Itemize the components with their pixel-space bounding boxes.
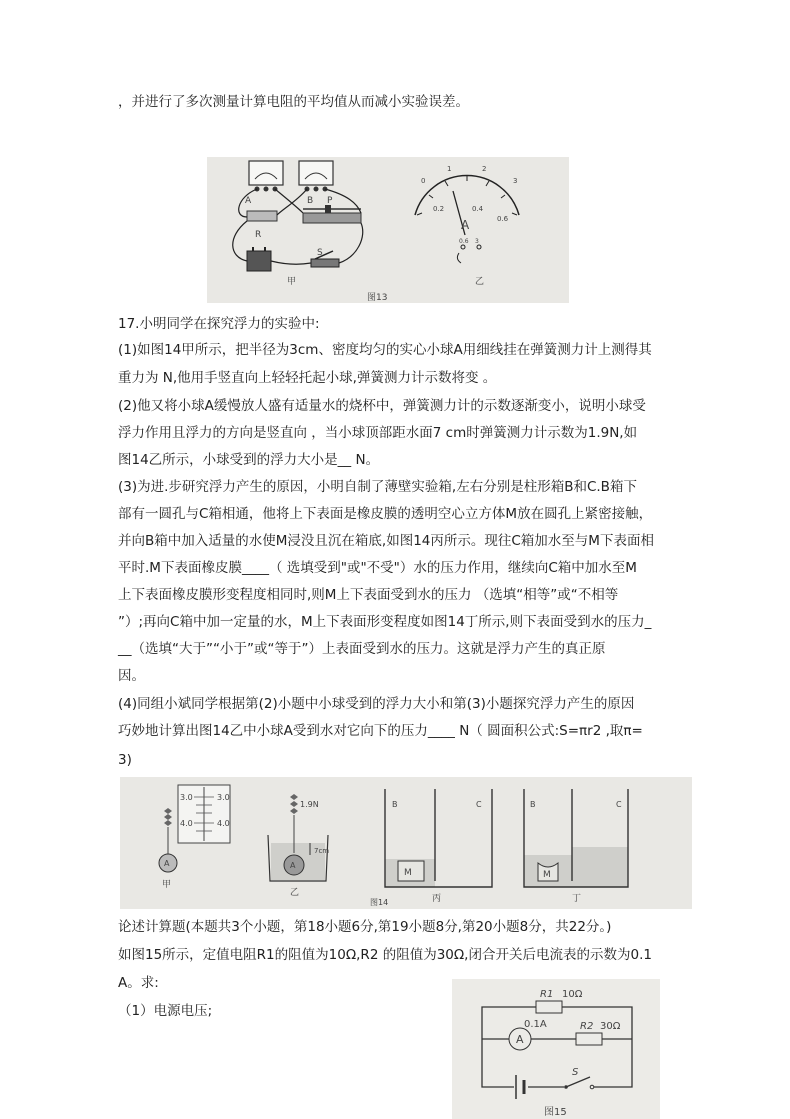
tick-0: 0	[421, 177, 426, 185]
scale-label-2: 3.0	[217, 793, 230, 802]
tick-2: 2	[482, 165, 487, 173]
figure-13	[207, 157, 569, 303]
label-C-bing: C	[476, 800, 482, 809]
meter-label: A	[516, 1033, 524, 1046]
q18-line-1: 如图15所示，定值电阻R1的阻值为10Ω,R2 的阻值为30Ω,闭合开关后电流表的示数为0.1	[118, 947, 652, 963]
q17-line-4: 浮力作用且浮力的方向是竖直向 ，当小球顶部距水面7 cm时弹簧测力计示数为1.9N,如	[118, 425, 638, 441]
terminal-06: 0.6	[459, 238, 469, 245]
r2-label: R2	[580, 1021, 594, 1032]
depth-label: 7cm	[314, 847, 330, 855]
text-line-1: ，并进行了多次测量计算电阻的平均值从而减小实验误差。	[118, 94, 469, 110]
fig14-caption: 图14	[370, 898, 389, 907]
q17-line-1: (1)如图14甲所示，把半径为3cm、密度均匀的实心小球A用细线挂在弹簧测力计上测得其	[118, 342, 652, 358]
fig13-yi: 乙	[475, 277, 485, 287]
q17-line-6: (3)为进.步研究浮力产生的原因，小明自制了薄壁实验箱,左右分别是柱形箱B和C.B箱下	[118, 479, 637, 495]
resistor-r2	[576, 1033, 602, 1045]
box-ding	[524, 789, 628, 887]
panel-yi: 乙	[290, 888, 300, 898]
r2-value: 30Ω	[600, 1021, 621, 1032]
q18-sub-1: （1）电源电压;	[118, 1003, 213, 1019]
label-B-ding: B	[530, 800, 536, 809]
fig13-caption: 图13	[367, 293, 388, 303]
ball-label-yi: A	[290, 861, 296, 870]
resistor-r1	[536, 1001, 562, 1013]
scale-label-3: 4.0	[180, 819, 193, 828]
section-title: 论述计算题(本题共3个小题，第18小题6分,第19小题8分,第20小题8分，共22分。)	[118, 919, 612, 935]
question-17-title: 17.小明同学在探究浮力的实验中:	[118, 316, 320, 332]
q17-line-8: 并向B箱中加入适量的水使M浸没且沉在箱底,如图14丙所示。现往C箱加水至与M下表面相	[118, 533, 654, 549]
tick-02: 0.2	[433, 205, 445, 213]
scale-label-4: 4.0	[217, 819, 230, 828]
ammeter-letter: A	[461, 218, 470, 232]
tick-06: 0.6	[497, 215, 509, 223]
q17-line-11: ”）;再向C箱中加一定量的水，M上下表面形变程度如图14丁所示,则下表面受到水的压力_	[118, 614, 652, 630]
box-bing	[385, 789, 492, 887]
label-M-bing: M	[404, 868, 412, 878]
figure-14	[120, 777, 692, 909]
q17-line-7: 部有一圆孔与C箱相通，他将上下表面是橡皮膜的透明空心立方体M放在圆孔上紧密接触，	[118, 506, 653, 522]
label-C-ding: C	[616, 800, 622, 809]
panel-ding: 丁	[572, 894, 582, 904]
label-B: B	[307, 196, 314, 206]
q17-line-2: 重力为 N,他用手竖直向上轻轻托起小球,弹簧测力计示数将变 。	[118, 370, 497, 386]
tick-04: 0.4	[472, 205, 484, 213]
meter-value: 0.1A	[524, 1019, 547, 1030]
terminal-3: 3	[475, 238, 479, 245]
r1-label: R1	[540, 989, 554, 1000]
q17-line-13: 因。	[118, 668, 145, 684]
switch-label: S	[572, 1067, 579, 1078]
tick-1: 1	[447, 165, 452, 173]
q17-line-14: (4)同组小斌同学根据第(2)小题中小球受到的浮力大小和第(3)小题探究浮力产生的原因	[118, 696, 635, 712]
q17-line-15: 巧妙地计算出图14乙中小球A受到水对它向下的压力____ N（ 圆面积公式:S=πr2 ,取π=	[118, 723, 643, 739]
panel-jia: 甲	[162, 880, 172, 890]
q17-line-16: 3)	[118, 752, 132, 768]
label-A: A	[245, 196, 252, 206]
q17-line-5: 图14乙所示，小球受到的浮力大小是__ N。	[118, 452, 380, 468]
ammeter-dial	[415, 176, 519, 215]
r1-value: 10Ω	[562, 989, 583, 1000]
q17-line-10: 上下表面橡皮膜形变程度相同时,则M上下表面受到水的压力 （选填“相等”或“不相等	[118, 587, 619, 603]
fig15-caption: 图15	[544, 1107, 567, 1118]
label-R: R	[255, 230, 262, 240]
figure-15	[452, 979, 660, 1119]
q18-line-2: A。求:	[118, 975, 159, 991]
panel-bing: 丙	[432, 894, 442, 904]
fig13-jia: 甲	[287, 277, 297, 287]
label-M-ding: M	[543, 870, 551, 880]
q17-line-3: (2)他又将小球A缓慢放人盛有适量水的烧杯中，弹簧测力计的示数逐渐变小，说明小球受	[118, 398, 646, 414]
ball-label-jia: A	[164, 859, 170, 868]
q17-line-9: 平时.M下表面橡皮膜____（ 选填受到"或"不受"）水的压力作用，继续向C箱中加水至M	[118, 560, 637, 576]
label-P: P	[327, 196, 333, 206]
q17-line-12: __（选填“大于”“小于”或“等于”）上表面受到水的压力。这就是浮力产生的真正原	[118, 641, 606, 657]
label-S: S	[317, 248, 323, 258]
reading-label: 1.9N	[300, 800, 319, 809]
tick-3: 3	[513, 177, 518, 185]
scale-label-1: 3.0	[180, 793, 193, 802]
label-B-bing: B	[392, 800, 398, 809]
